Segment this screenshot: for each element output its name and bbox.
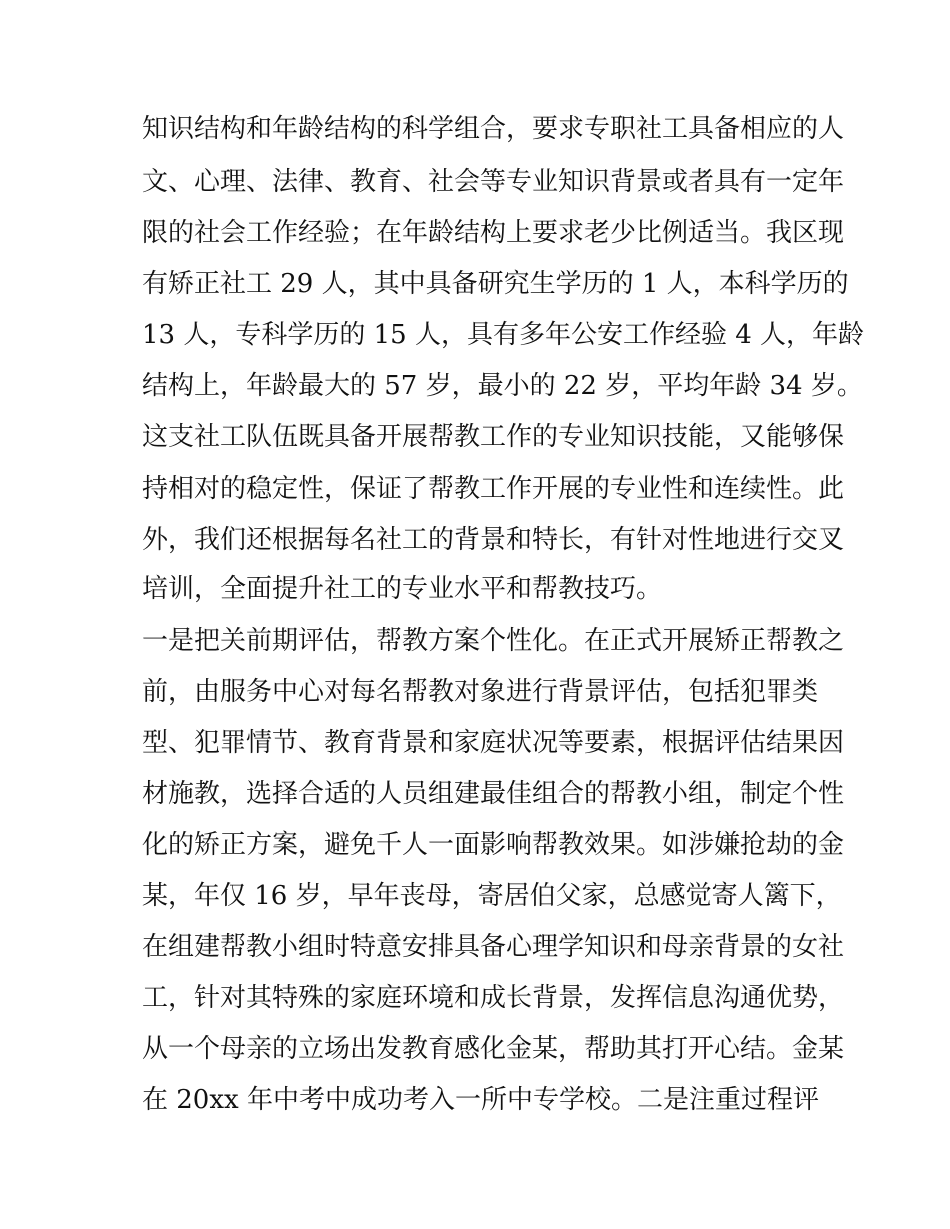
- text-line-17: 在组建帮教小组时特意安排具备心理学知识和母亲背景的女社: [142, 932, 845, 962]
- text-line-7: 这支社工队伍既具备开展帮教工作的专业知识技能，又能够保: [142, 422, 845, 452]
- text-line-8: 持相对的稳定性，保证了帮教工作开展的专业性和连续性。此: [142, 474, 845, 504]
- text-line-11: 一是把关前期评估，帮教方案个性化。在正式开展矫正帮教之: [142, 626, 845, 656]
- text-line-18: 工，针对其特殊的家庭环境和成长背景，发挥信息沟通优势，: [142, 983, 845, 1013]
- text-line-6: 结构上，年龄最大的 57 岁，最小的 22 岁，平均年龄 34 岁。: [142, 371, 863, 401]
- text-line-10: 培训，全面提升社工的专业水平和帮教技巧。: [142, 574, 663, 604]
- text-line-4: 有矫正社工 29 人，其中具备研究生学历的 1 人，本科学历的: [142, 269, 849, 299]
- text-line-12: 前，由服务中心对每名帮教对象进行背景评估，包括犯罪类: [142, 677, 819, 707]
- text-line-3: 限的社会工作经验；在年龄结构上要求老少比例适当。我区现: [142, 218, 845, 248]
- text-line-16: 某，年仅 16 岁，早年丧母，寄居伯父家，总感觉寄人篱下，: [142, 881, 842, 911]
- text-line-9: 外，我们还根据每名社工的背景和特长，有针对性地进行交叉: [142, 525, 845, 555]
- text-line-1: 知识结构和年龄结构的科学组合，要求专职社工具备相应的人: [142, 114, 845, 144]
- text-line-15: 化的矫正方案，避免千人一面影响帮教效果。如涉嫌抢劫的金: [142, 830, 845, 860]
- text-line-2: 文、心理、法律、教育、社会等专业知识背景或者具有一定年: [142, 167, 845, 197]
- text-line-13: 型、犯罪情节、教育背景和家庭状况等要素，根据评估结果因: [142, 728, 845, 758]
- text-line-5: 13 人，专科学历的 15 人，具有多年公安工作经验 4 人，年龄: [142, 320, 865, 350]
- text-line-14: 材施教，选择合适的人员组建最佳组合的帮教小组，制定个性: [142, 779, 845, 809]
- text-line-20: 在 20xx 年中考中成功考入一所中专学校。二是注重过程评: [142, 1085, 819, 1115]
- text-line-19: 从一个母亲的立场出发教育感化金某，帮助其打开心结。金某: [142, 1034, 845, 1064]
